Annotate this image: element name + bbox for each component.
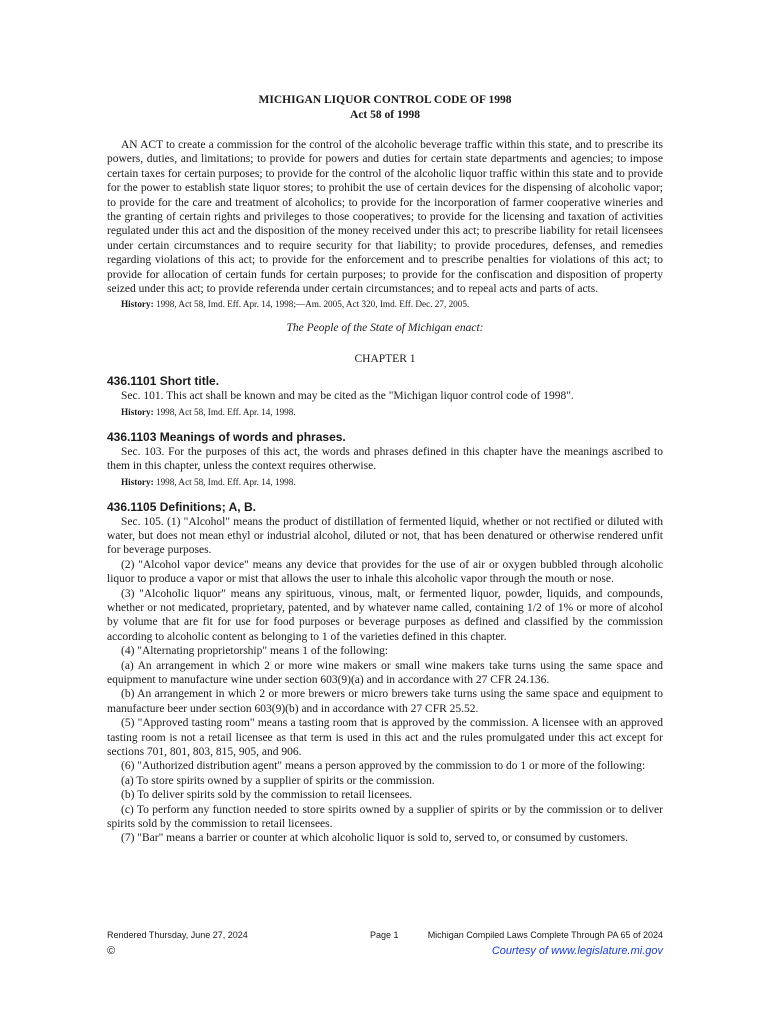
page-footer	[107, 930, 663, 944]
rendered-date: Rendered Thursday, June 27, 2024	[107, 930, 248, 940]
compiled-through: Michigan Compiled Laws Complete Through PA 65 of 2024	[427, 930, 663, 940]
act-preamble: AN ACT to create a commission for the control of the alcoholic beverage traffic within this state, and to prescribe its powers, duties, and limitations; to provide for powers and duties for certain state departments and agencies; to impose certain taxes for certain purposes; to provide for the control of the alcoholic liquor traffic within this state and to provide for the power to establish state liquor stores; to prohibit the use of certain devices for the dispensing of alcoholic vapor; to provide for the care and treatment of alcoholics; to provide for the incorporation of farmer cooperative wineries and the granting of certain rights and privileges to those cooperatives; to provide for the licensing and taxation of activities regulated under this act and the disposition of the money received under this act; to prescribe liability for retail licensees under certain circumstances and to require security for that liability; to provide procedures, defenses, and remedies regarding violations of this act; to provide for the enforcement and to prescribe penalties for violations of this act; to provide for allocation of certain funds for certain purposes; to provide for the confiscation and disposition of property seized under this act; to provide referenda under certain circumstances; and to repeal acts and parts of acts.	[107, 139, 663, 296]
history-text: 1998, Act 58, Imd. Eff. Apr. 14, 1998.	[153, 406, 296, 417]
definition-paragraph: (b) An arrangement in which 2 or more brewers or micro brewers take turns using the same space and equipment to manufacture beer under section 603(9)(b) and in accordance with 27 CFR 25.52.	[107, 688, 663, 715]
section-heading-436-1105: 436.1105 Definitions; A, B.	[107, 499, 256, 514]
definition-paragraph: (5) "Approved tasting room" means a tasting room that is approved by the commission. A licensee with an approved tasting room is not a retail licensee as that term is used in this act and the rules promulgated under this act except for sections 701, 801, 803, 815, 905, and 906.	[107, 717, 663, 758]
chapter-heading: CHAPTER 1	[354, 352, 416, 365]
enacting-clause: The People of the State of Michigan enact:	[286, 322, 484, 335]
history-text: 1998, Act 58, Imd. Eff. Apr. 14, 1998.	[153, 476, 296, 487]
document-body	[107, 93, 663, 846]
section-history-436-1103	[121, 476, 663, 489]
definition-paragraph: (7) "Bar" means a barrier or counter at which alcoholic liquor is sold to, served to, or consumed by customers.	[121, 832, 628, 845]
history-text: 1998, Act 58, Imd. Eff. Apr. 14, 1998;—Am. 2005, Act 320, Imd. Eff. Dec. 27, 2005.	[153, 299, 470, 310]
page-footer-secondary	[107, 945, 663, 961]
section-history-436-1101	[121, 406, 663, 419]
history-label: History:	[121, 476, 154, 487]
page-number: Page 1	[370, 930, 399, 940]
definition-paragraph: (c) To perform any function needed to store spirits owned by a supplier of spirits or by the commission or to deliver spirits sold by the commission to retail licensees.	[107, 803, 663, 831]
act-number: Act 58 of 1998	[350, 109, 420, 121]
section-heading-436-1103: 436.1103 Meanings of words and phrases.	[107, 429, 346, 444]
definition-paragraph: (6) "Authorized distribution agent" means a person approved by the commission to do 1 or more of the following:	[121, 760, 646, 773]
definition-paragraph: (a) An arrangement in which 2 or more wine makers or small wine makers take turns using the same space and equipment to manufacture wine under section 603(9)(a) and in accordance with 27 CFR 24.136.	[107, 659, 663, 686]
history-label: History:	[121, 299, 154, 310]
courtesy-link[interactable]: Courtesy of www.legislature.mi.gov	[491, 945, 663, 957]
copyright-symbol: ©	[107, 945, 116, 957]
definition-paragraph: (3) "Alcoholic liquor" means any spirituous, vinous, malt, or fermented liquor, powder, liquids, and compounds, whether or not medicated, proprietary, patented, and by whatever name called, containing 1/2 of 1% or more of alcohol by volume that are fit for use for food purposes or beverage purposes as defined and classified by the commission according to alcoholic content as belonging to 1 of the varieties defined in this chapter.	[107, 587, 663, 643]
definition-paragraph: (b) To deliver spirits sold by the commission to retail licensees.	[121, 789, 413, 802]
section-heading-436-1101: 436.1101 Short title.	[107, 374, 220, 389]
definition-paragraph: (a) To store spirits owned by a supplier of spirits or the commission.	[121, 774, 435, 787]
section-text-436-1103: Sec. 103. For the purposes of this act, the words and phrases defined in this chapter have the meanings ascribed to them in this chapter, unless the context requires otherwise.	[107, 445, 663, 473]
definition-paragraph: Sec. 105. (1) "Alcohol" means the product of distillation of fermented liquid, whether or not rectified or diluted with water, but does not mean ethyl or industrial alcohol, diluted or not, that has been denatured or otherwise rendered unfit for beverage purposes.	[107, 515, 663, 557]
document-title: MICHIGAN LIQUOR CONTROL CODE OF 1998	[258, 94, 512, 106]
preamble-history	[121, 298, 663, 311]
definition-paragraph: (2) "Alcohol vapor device" means any device that provides for the use of air or oxygen bubbled through alcoholic liquor to produce a vapor or mist that allows the user to inhale this alcoholic vapor through the mouth or nose.	[107, 558, 663, 586]
definition-paragraph: (4) "Alternating proprietorship" means 1 of the following:	[121, 645, 389, 658]
section-text-436-1101: Sec. 101. This act shall be known and may be cited as the "Michigan liquor control code of 1998".	[121, 390, 574, 403]
history-label: History:	[121, 406, 154, 417]
